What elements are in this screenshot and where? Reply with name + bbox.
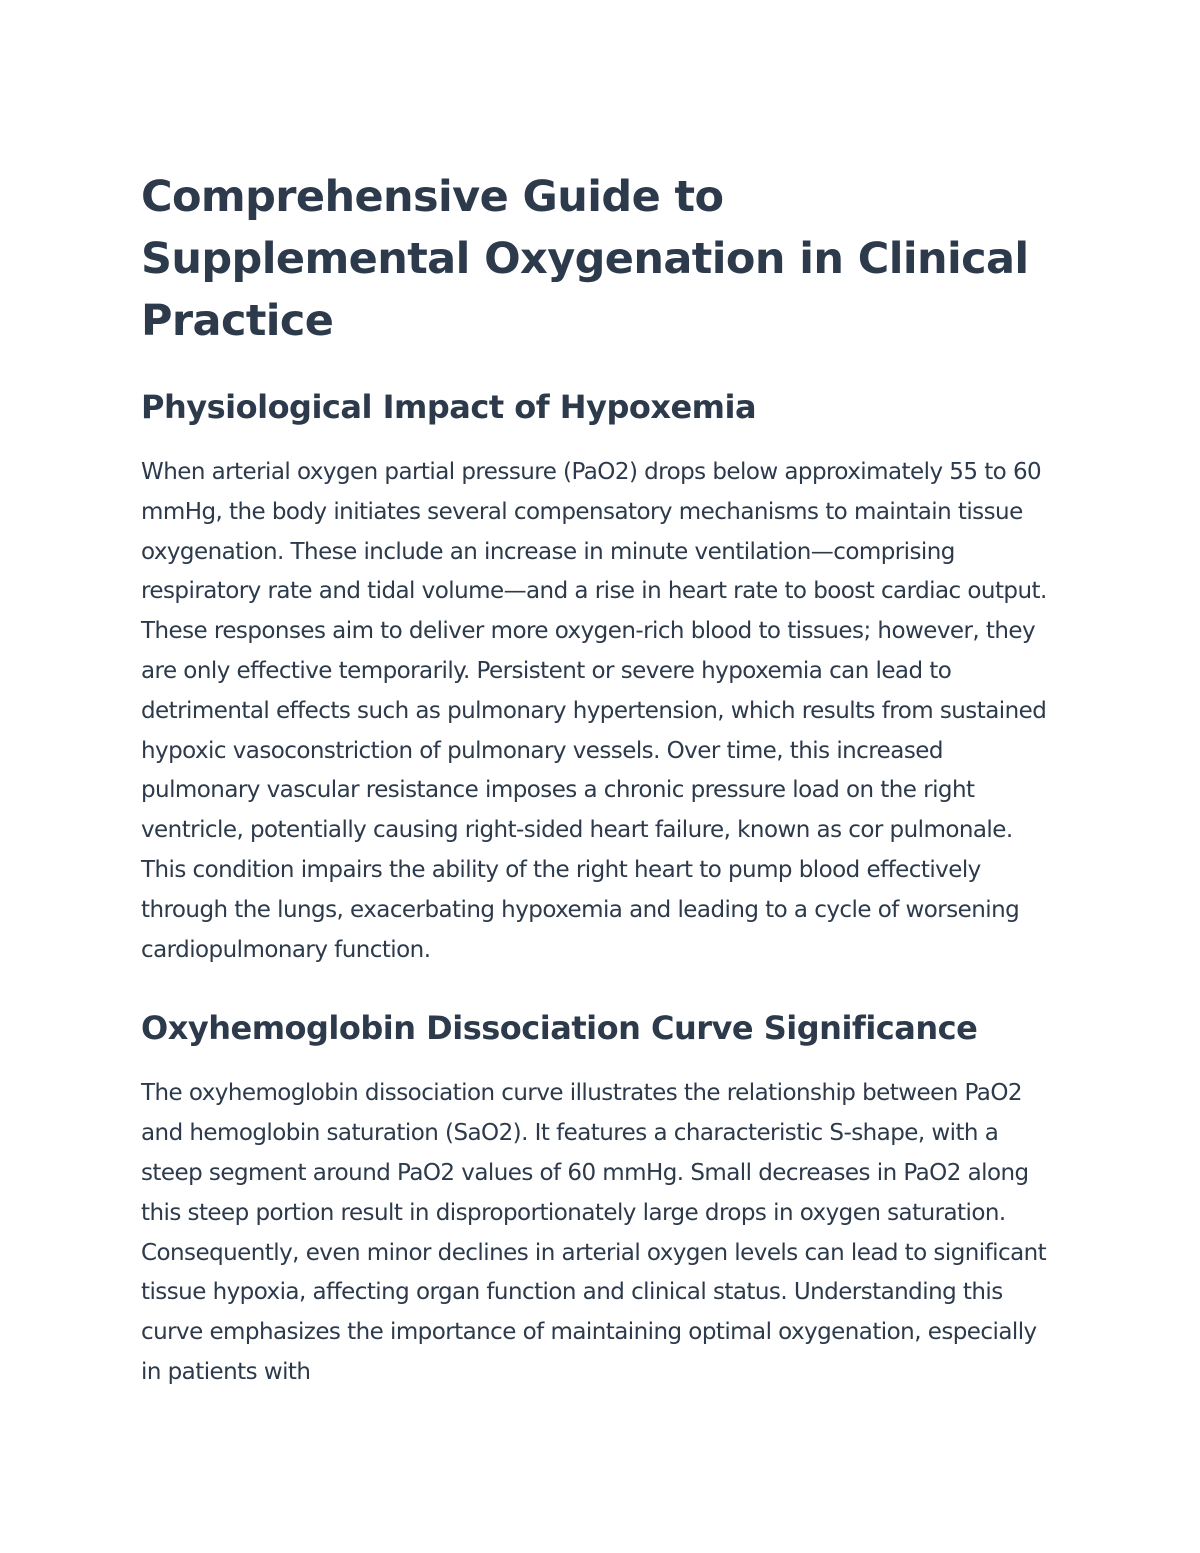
document-page xyxy=(141,166,1056,1393)
document-title: Comprehensive Guide to Supplemental Oxygenation in Clinical Practice xyxy=(141,172,1029,346)
section-body-hypoxemia: When arterial oxygen partial pressure (PaO2) drops below approximately 55 to 60 mmHg, the body initiates several compensatory mechanisms to maintain tissue oxygenation. These include an increase in minute ventilation—comprising respiratory rate and tidal volume—and a rise in heart rate to boost cardiac output. These responses aim to deliver more oxygen-rich blood to tissues; however, they are only effective temporarily. Persistent or severe hypoxemia can lead to detrimental effects such as pulmonary hypertension, which results from sustained hypoxic vasoconstriction of pulmonary vessels. Over time, this increased pulmonary vascular resistance imposes a chronic pressure load on the right ventricle, potentially causing right-sided heart failure, known as cor pulmonale. This condition impairs the ability of the right heart to pump blood effectively through the lungs, exacerbating hypoxemia and leading to a cycle of worsening cardiopulmonary function. xyxy=(141,459,1047,963)
section-heading-hypoxemia: Physiological Impact of Hypoxemia xyxy=(141,388,757,426)
section-body-dissociation-curve: The oxyhemoglobin dissociation curve illustrates the relationship between PaO2 and hemoglobin saturation (SaO2). It features a characteristic S-shape, with a steep segment around PaO2 values of 60 mmHg. Small decreases in PaO2 along this steep portion result in disproportionately large drops in oxygen saturation. Consequently, even minor declines in arterial oxygen levels can lead to significant tissue hypoxia, affecting organ function and clinical status. Understanding this curve emphasizes the importance of maintaining optimal oxygenation, especially in patients with xyxy=(141,1080,1047,1385)
section-heading-dissociation-curve: Oxyhemoglobin Dissociation Curve Significance xyxy=(141,1009,978,1048)
